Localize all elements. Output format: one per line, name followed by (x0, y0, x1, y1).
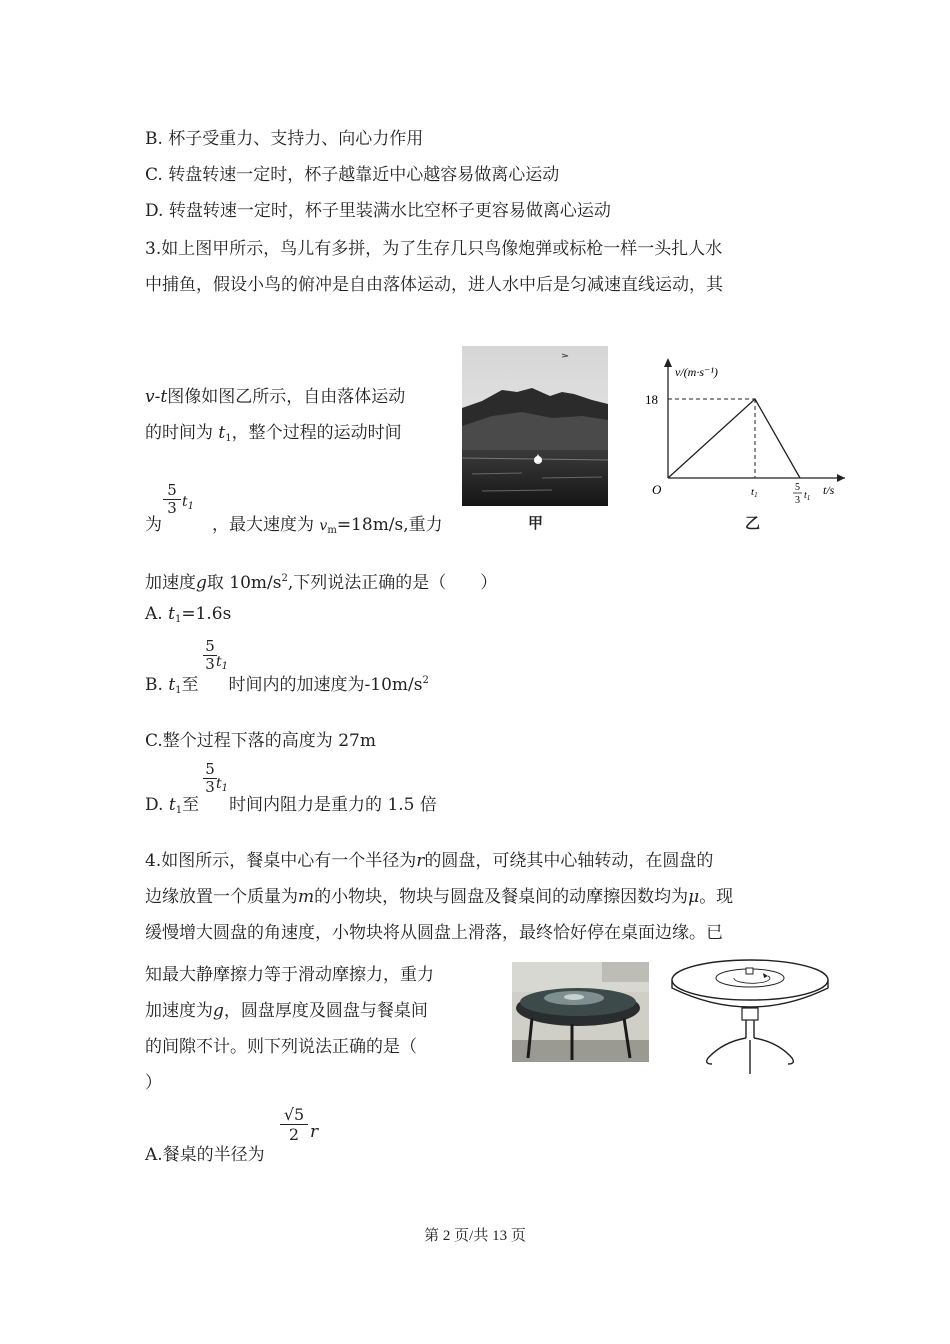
frac-t1: $t_1$ (804, 490, 811, 502)
vt-text: 图像如图乙所示，自由落体运动 (167, 387, 406, 407)
bird-diving-photo (462, 346, 608, 506)
t-symbol: t (160, 387, 168, 407)
t1-subscript: 1 (225, 433, 232, 444)
maxv-text-2: =18m/s,重力 (336, 515, 443, 535)
frac-den: 3 (795, 495, 800, 506)
vm-subscript: m (327, 525, 337, 536)
option-c-line: C. 转盘转速一定时，杯子越靠近中心越容易做离心运动 (145, 165, 560, 185)
velocity-line (668, 399, 800, 478)
q4-line-4: 知最大静摩擦力等于滑动摩擦力，重力 (145, 965, 434, 985)
q3-option-a: A. $t_1=1.6s$ (145, 604, 232, 625)
y-tick-18: 18 (645, 392, 658, 407)
question-3-line-1: 3.如上图甲所示，鸟儿有多拼，为了生存几只鸟像炮弹或标枪一样一头扎人水 (145, 239, 723, 259)
q4-line-3: 缓慢增大圆盘的角速度，小物块将从圆盘上滑落，最终恰好停在桌面边缘。已 (145, 923, 723, 943)
figure-yi-label: 乙 (745, 514, 761, 532)
time-text-2: ，整个过程的运动时间 (231, 423, 402, 443)
option-d-fraction: 5 3 (203, 762, 217, 795)
option-b-fraction: 5 3 (203, 639, 217, 672)
option-d-line: D. 转盘转速一定时，杯子里装满水比空杯子更容易做离心运动 (145, 201, 611, 221)
y-axis-label: v/(m·s⁻¹) (675, 365, 718, 379)
frac-num: 5 (795, 482, 800, 493)
wei-text: 为 (145, 515, 162, 535)
small-block (746, 968, 753, 974)
option-d-fraction-t1: $t_1$ (216, 776, 229, 794)
acc-superscript: 2 (281, 573, 288, 584)
q4-line-1: 4.如图所示，餐桌中心有一个半径为r的圆盘，可绕其中心轴转动，在圆盘的 (145, 851, 714, 871)
acc-text-1: 加速度 (145, 573, 196, 593)
option-b-fraction-t1: $t_1$ (216, 654, 229, 672)
dining-table-photo (512, 962, 649, 1062)
acc-text-3: ,下列说法正确的是（ ） (287, 573, 498, 593)
vm-symbol: v (319, 518, 328, 534)
q4-line-6: 的间隙不计。则下列说法正确的是（ (145, 1037, 417, 1057)
q3-vt-line (145, 382, 405, 407)
q4-line-7: ） (145, 1073, 162, 1093)
q3-option-b: B. $t_1$至 时间内的加速度为$-10m/s^2$ (145, 675, 429, 696)
q3-maxv-line (145, 510, 443, 536)
x-axis-arrow-icon (837, 474, 845, 482)
t1-symbol: t (218, 423, 226, 443)
y-axis-arrow-icon (664, 358, 672, 367)
time-text-1: 的时间为 (145, 423, 219, 443)
maxv-text-1: ，最大速度为 (212, 515, 320, 535)
v-symbol: v (145, 387, 155, 407)
sqrt5-over-2: √5 2 (280, 1106, 308, 1143)
q4-line-5: 加速度为g，圆盘厚度及圆盘与餐桌间 (145, 1001, 428, 1021)
t1-tick: t1 (751, 486, 758, 499)
q3-option-d: D. $t_1$至 时间内阻力是重力的 1.5 倍 (145, 795, 437, 816)
acc-text-2: 取 10m/s (206, 573, 282, 593)
dash: - (154, 387, 161, 407)
q4-option-a: A.餐桌的半径为 (145, 1145, 265, 1165)
g-symbol: g (196, 573, 207, 593)
table-diagram (668, 956, 833, 1076)
vt-graph (640, 350, 855, 515)
page-footer: 第 2 页/共 13 页 (424, 1228, 526, 1244)
q3-time-line (145, 418, 402, 444)
x-axis-label: t/s (823, 483, 835, 497)
fraction-5-3: 5 3 (163, 483, 181, 516)
origin-label: O (652, 482, 662, 497)
option-b-line: B. 杯子受重力、支持力、向心力作用 (145, 129, 424, 149)
option-a-r: r (310, 1122, 319, 1142)
q4-line-2: 边缘放置一个质量为m的小物块，物块与圆盘及餐桌间的动摩擦因数均为μ。现 (145, 887, 734, 907)
fraction-t1: $t_1$ (182, 494, 195, 512)
q3-option-c: C.整个过程下落的高度为 27m (145, 731, 376, 751)
question-3-line-2: 中捕鱼，假设小鸟的俯冲是自由落体运动，进人水中后是匀减速直线运动，其 (145, 275, 723, 295)
q3-acc-line (145, 568, 497, 593)
figure-jia-label: 甲 (528, 514, 544, 532)
